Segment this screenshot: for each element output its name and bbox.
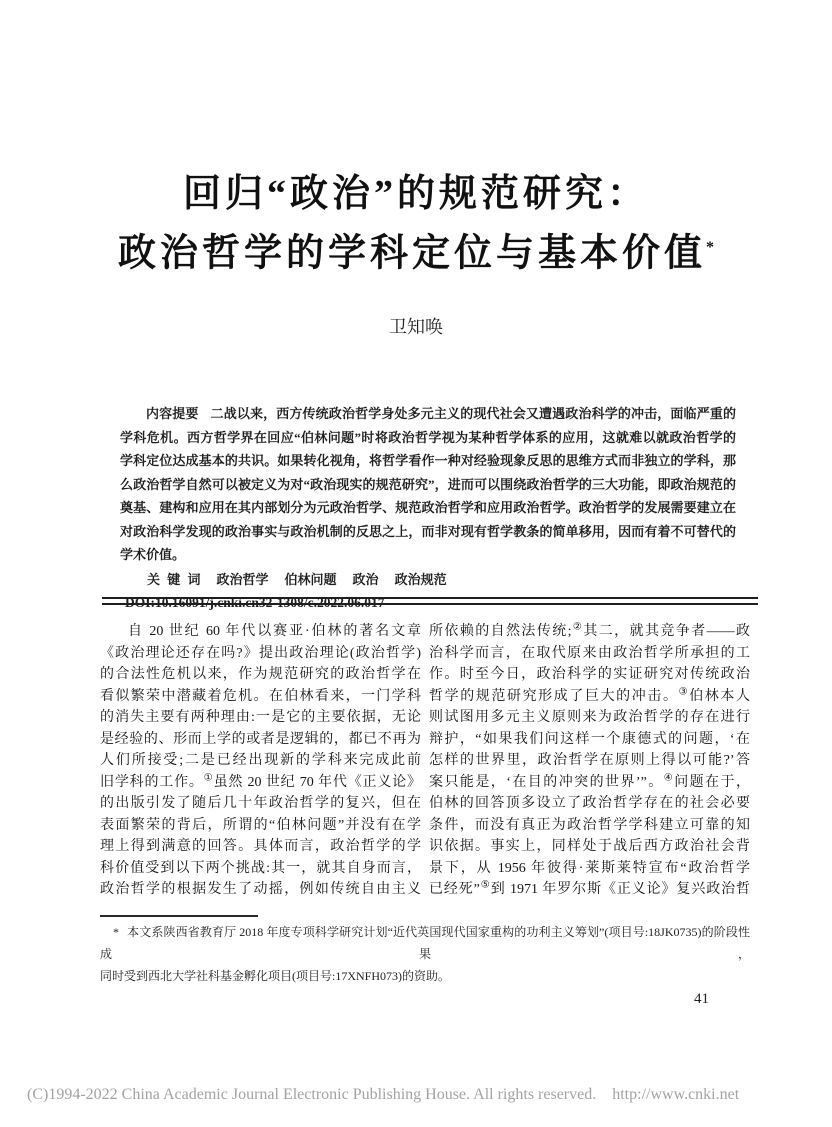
header-divider-rule — [102, 597, 758, 605]
body-line: 识依据。事实上，同样处于战后西方政治社会背 — [429, 839, 750, 854]
body-line: 《政治理论还存在吗?》提出政治理论(政治哲学) — [100, 645, 421, 661]
copyright-footer: (C)1994-2022 China Academic Journal Electronic Publishing House. All rights reserved. http://www.cnki.net — [27, 1086, 740, 1103]
body-line: 所依赖的自然法传统;②其二，就其竞争者——政 — [429, 621, 751, 639]
body-columns — [100, 621, 750, 901]
body-line: 怎样的世界里，政治哲学在原则上得以可能?’答 — [429, 753, 750, 768]
body-line: 治科学而言，在取代原来由政治哲学所承担的工 — [429, 645, 750, 661]
keywords-line — [147, 568, 736, 592]
body-line: 旧学科的工作。①虽然 20 世纪 70 年代《正义论》 — [100, 771, 422, 790]
body-line: 的消失主要有两种理由:一是它的主要依据，无论 — [100, 710, 421, 725]
body-right-column — [429, 621, 750, 901]
author-name: 卫知唤 — [389, 317, 443, 337]
footnote-line: 同时受到西北大学社科基金孵化项目(项目号:17XNFH073)的资助。 — [100, 969, 451, 983]
footnote-marker: * — [113, 925, 119, 939]
abstract-line: 对政治科学发现的政治事实与政治机制的反思之上，而非对现有哲学教条的简单移用，因而有着不可替代的 — [120, 523, 736, 539]
title-footnote-mark: * — [706, 239, 714, 256]
footnote — [100, 921, 750, 987]
abstract-line: 内容提要 二战以来，西方传统政治哲学身处多元主义的现代社会又遭遇政治科学的冲击，面临严重的 — [146, 406, 736, 421]
body-line: 已经死”⑤到 1971 年罗尔斯《正义论》复兴政治哲 — [429, 879, 750, 897]
body-line: 条件，而没有真正为政治哲学学科建立可靠的知 — [429, 817, 750, 833]
footnote-line: * 本文系陕西省教育厅 2018 年度专项科学研究计划“近代英国现代国家重构的功利主义筹划”(项目号:18JK0735)的阶段性成果， — [100, 925, 750, 961]
abstract-line: 么政治哲学自然可以被定义为对“政治现实的规范研究”，进而可以围绕政治哲学的三大功能，即政治规范的 — [120, 476, 736, 492]
abstract-line: 学科危机。西方哲学界在回应“伯林问题”时将政治哲学视为某种哲学体系的应用，这就难以就政治哲学的 — [120, 429, 736, 445]
body-line: 人们所接受;二是已经出现新的学科来完成此前 — [100, 753, 421, 768]
body-line: 作。时至今日，政治科学的实证研究对传统政治 — [429, 667, 750, 682]
doi: DOI:10.16091/j.cnki.cn32-1308/c.2022.06.017 — [125, 595, 385, 610]
body-line: 景下，从 1956 年彼得·莱斯莱特宣布“政治哲学 — [429, 860, 750, 876]
keyword: 政治规范 — [394, 571, 447, 587]
keyword: 伯林问题 — [284, 571, 337, 587]
footnote-divider-rule — [100, 915, 258, 917]
body-line: 辩护，“如果我们问这样一个康德式的问题，‘在 — [429, 731, 750, 747]
body-line: 自 20 世纪 60 年代以赛亚·伯林的著名文章 — [128, 624, 421, 639]
body-line: 看似繁荣中潜藏着危机。在伯林看来，一门学科 — [100, 688, 421, 704]
paper-title-line1: 回归“政治”的规范研究： — [182, 173, 649, 215]
body-line: 的合法性危机以来，作为规范研究的政治哲学在 — [100, 667, 421, 682]
body-line: 科价值受到以下两个挑战:其一，就其自身而言， — [100, 860, 421, 876]
abstract-line: 奠基、建构和应用在其内部划分为元政治哲学、规范政治哲学和应用政治哲学。政治哲学的发展需要建立在 — [120, 500, 736, 515]
keywords-label: 关 键 词 — [147, 571, 203, 587]
keyword: 政治 — [352, 571, 379, 587]
body-left-column — [100, 621, 421, 901]
body-line: 是经验的、形而上学的或者是逻辑的，都已不再为 — [100, 731, 421, 747]
body-line: 伯林的回答顶多设立了政治哲学存在的社会必要 — [429, 796, 750, 811]
body-line: 政治哲学的根据发生了动摇，例如传统自由主义 — [100, 882, 421, 897]
body-line: 表面繁荣的背后，所谓的“伯林问题”并没有在学 — [100, 817, 421, 833]
body-line: 理上得到满意的回答。具体而言，政治哲学的学 — [100, 839, 421, 854]
abstract-line: 学科定位达成基本的共识。如果转化视角，将哲学看作一种对经验现象反思的思维方式而非独立的学科，那 — [120, 453, 736, 468]
abstract-line: 学术价值。 — [120, 547, 186, 562]
body-line: 哲学的规范研究形成了巨大的冲击。③伯林本人 — [429, 685, 750, 704]
body-line: 的出版引发了随后几十年政治哲学的复兴，但在 — [100, 796, 421, 811]
abstract-block — [120, 402, 736, 615]
paper-title-line2: 政治哲学的学科定位与基本价值* — [117, 232, 714, 275]
body-line: 案只能是，‘在目的冲突的世界’”。④问题在于， — [429, 771, 750, 790]
abstract-label: 内容提要 — [146, 406, 199, 421]
paper-title — [0, 168, 832, 281]
body-line: 则试图用多元主义原则来为政治哲学的存在进行 — [429, 710, 750, 725]
keyword: 政治哲学 — [216, 571, 269, 587]
page-number: 41 — [694, 991, 709, 1007]
